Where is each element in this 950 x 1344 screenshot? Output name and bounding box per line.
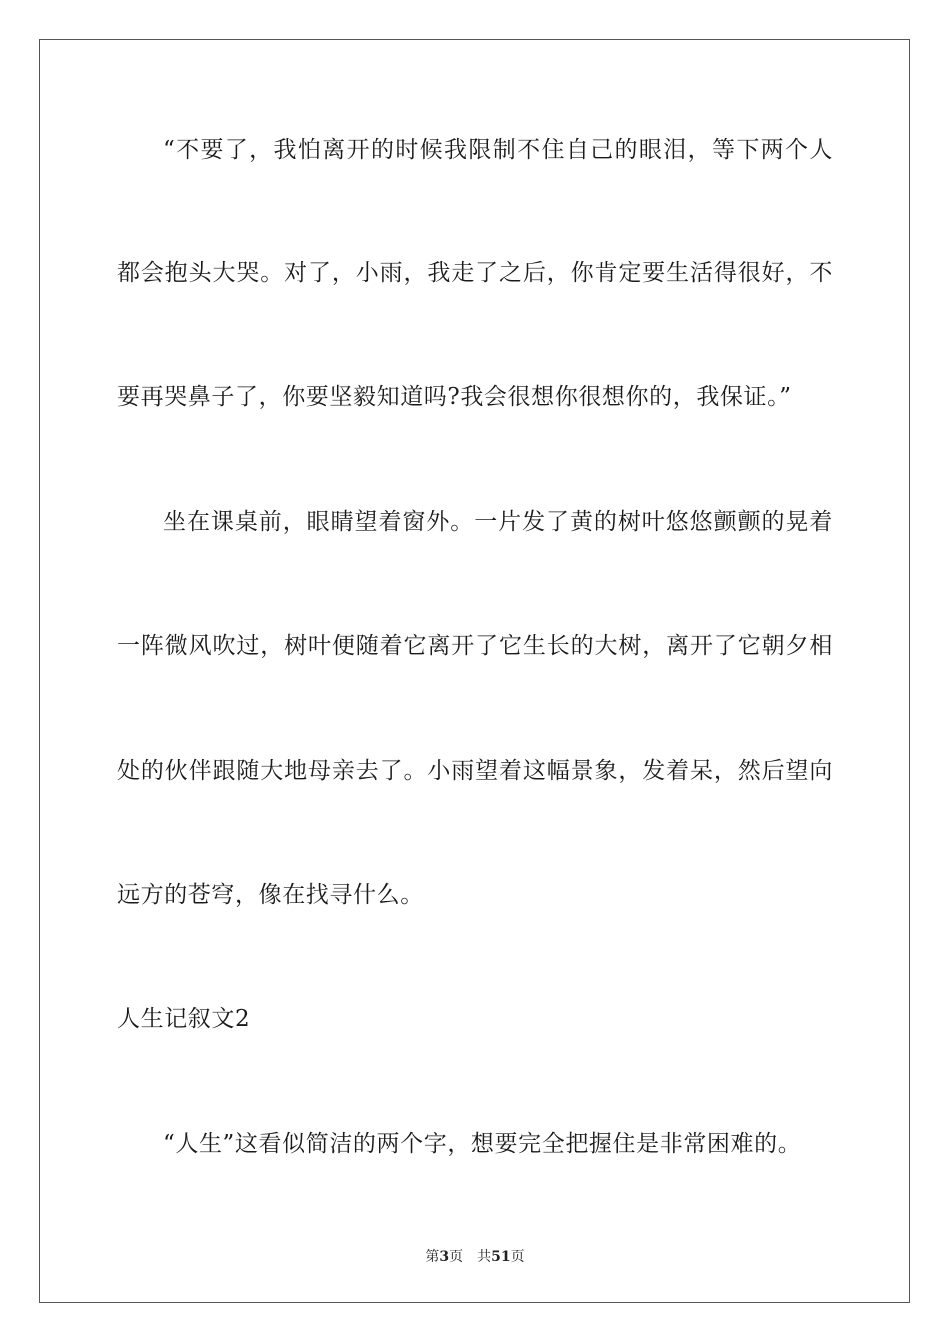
paragraph-2-line-4: 远方的苍穹，像在找寻什么。 — [117, 882, 424, 908]
paragraph-1-line-2: 都会抱头大哭。对了，小雨，我走了之后，你肯定要生活得很好，不 — [117, 260, 833, 286]
paragraph-1-line-3: 要再哭鼻子了，你要坚毅知道吗?我会很想你很想你的，我保证。” — [117, 384, 792, 410]
paragraph-3-line-1: “人生”这看似简洁的两个字，想要完全把握住是非常困难的。 — [163, 1131, 802, 1157]
page-suffix: 页 — [449, 1249, 464, 1265]
paragraph-2-line-2: 一阵微风吹过，树叶便随着它离开了它生长的大树，离开了它朝夕相 — [117, 633, 833, 659]
paragraph-2-line-1: 坐在课桌前，眼睛望着窗外。一片发了黄的树叶悠悠颤颤的晃着 — [163, 509, 833, 535]
page-number: 3 — [439, 1249, 450, 1265]
total-pages: 51 — [491, 1249, 511, 1265]
paragraph-2-line-3: 处的伙伴跟随大地母亲去了。小雨望着这幅景象，发着呆，然后望向 — [117, 758, 833, 784]
total-prefix: 共 — [477, 1249, 492, 1265]
page-prefix: 第 — [425, 1249, 440, 1265]
page-footer — [0, 1248, 950, 1266]
paragraph-1-line-1: “不要了，我怕离开的时候我限制不住自己的眼泪，等下两个人 — [163, 137, 833, 163]
page-border — [39, 39, 910, 1303]
section-heading: 人生记叙文2 — [117, 1006, 251, 1032]
total-suffix: 页 — [510, 1249, 525, 1265]
